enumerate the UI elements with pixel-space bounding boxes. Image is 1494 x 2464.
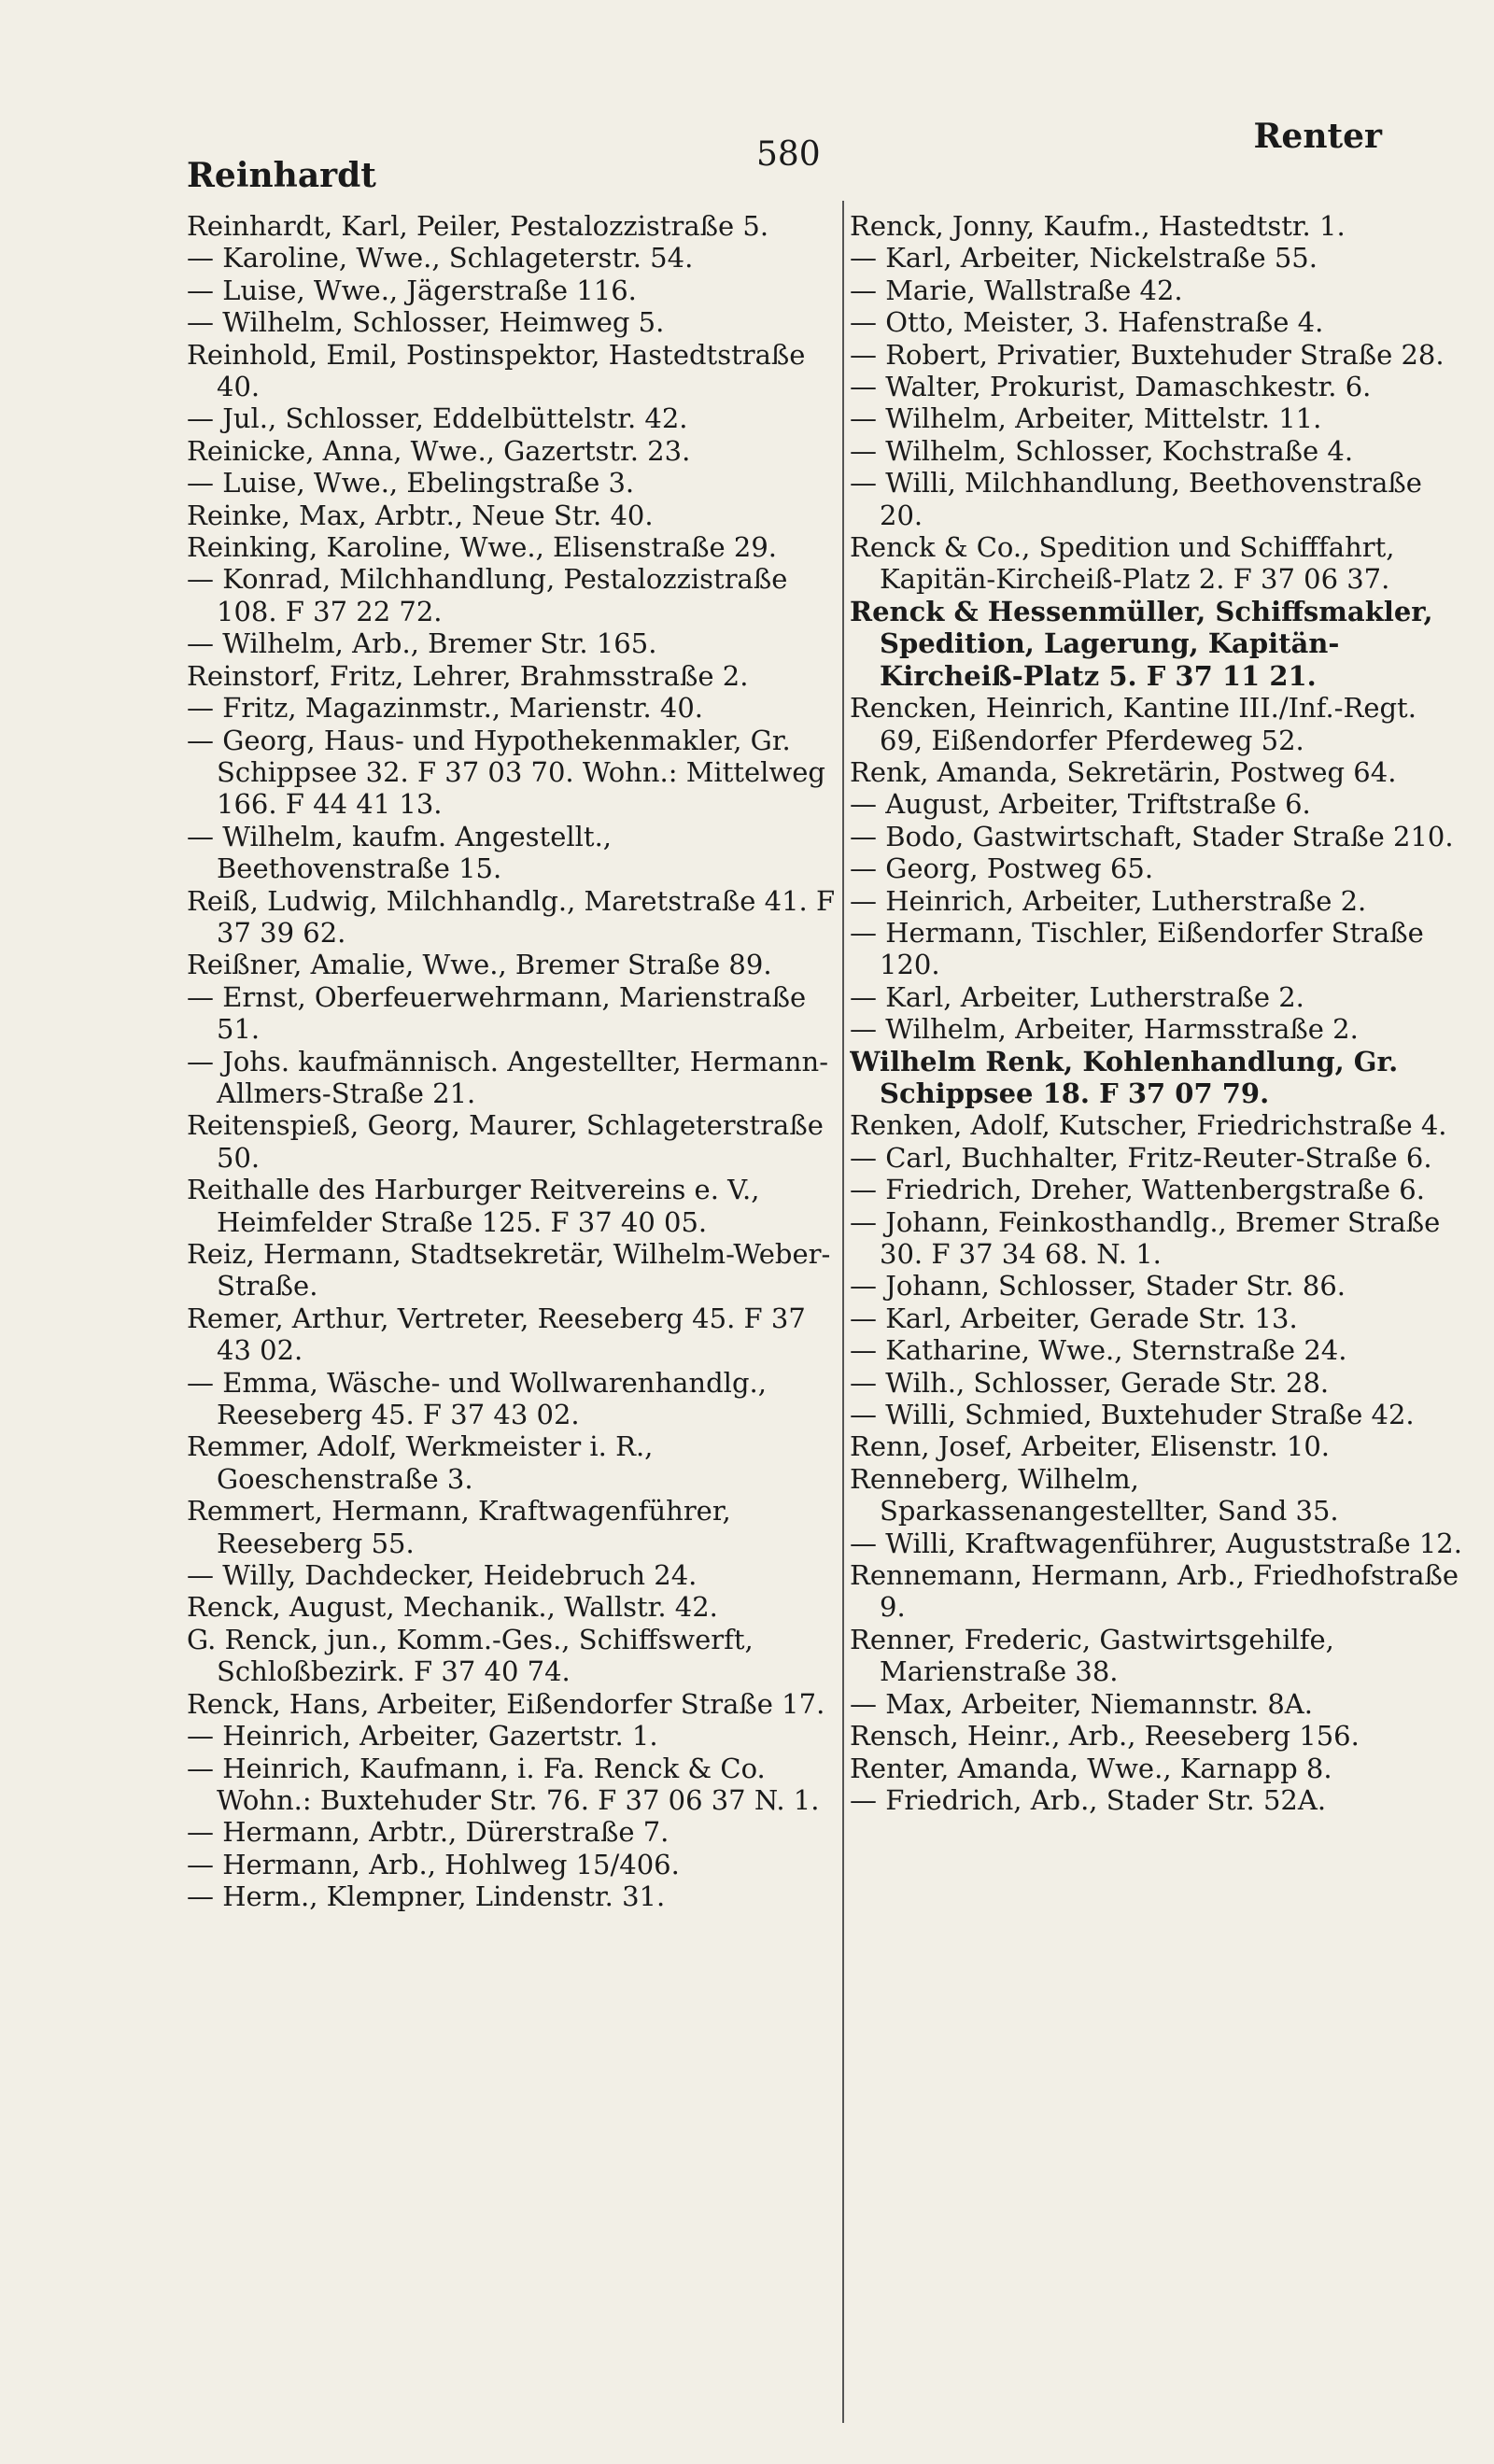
directory-entry: — Karl, Arbeiter, Gerade Str. 13. <box>850 1302 1298 1334</box>
directory-entry: — Otto, Meister, 3. Hafenstraße 4. <box>850 306 1324 339</box>
directory-entry: — Willi, Milchhandlung, Beethovenstraße 20. <box>850 467 1422 531</box>
directory-entry: G. Renck, jun., Komm.-Ges., Schiffswerft, Schloßbezirk. F 37 40 74. <box>187 1623 754 1688</box>
directory-entry: — Karl, Arbeiter, Lutherstraße 2. <box>850 980 1304 1013</box>
directory-entry: — Hermann, Tischler, Eißendorfer Straße 120. <box>850 916 1424 981</box>
directory-entry: — August, Arbeiter, Triftstraße 6. <box>850 788 1311 821</box>
directory-entry: — Herm., Klempner, Lindenstr. 31. <box>187 1880 666 1913</box>
directory-entry: Reinstorf, Fritz, Lehrer, Brahmsstraße 2. <box>187 659 749 692</box>
directory-entry: Reinhold, Emil, Postinspektor, Hastedtstraße 40. <box>187 338 806 403</box>
directory-entry: — Willy, Dachdecker, Heidebruch 24. <box>187 1559 698 1592</box>
directory-entry: — Karoline, Wwe., Schlageterstr. 54. <box>187 242 694 275</box>
directory-entry: — Ernst, Oberfeuerwehrmann, Marienstraße 51. <box>187 980 807 1046</box>
directory-entry: — Heinrich, Arbeiter, Lutherstraße 2. <box>850 884 1367 917</box>
directory-entry: — Friedrich, Arb., Stader Str. 52A. <box>850 1783 1327 1816</box>
directory-entry: Reinking, Karoline, Wwe., Elisenstraße 29. <box>187 531 778 564</box>
directory-entry: — Luise, Wwe., Jägerstraße 116. <box>187 274 637 306</box>
directory-entry: — Katharine, Wwe., Sternstraße 24. <box>850 1334 1347 1367</box>
directory-entry: — Wilhelm, kaufm. Angestellt., Beethovenstraße 15. <box>187 820 613 885</box>
directory-entry: — Jul., Schlosser, Eddelbüttelstr. 42. <box>187 402 688 435</box>
directory-entry: — Max, Arbeiter, Niemannstr. 8A. <box>850 1687 1313 1720</box>
directory-entry: — Walter, Prokurist, Damaschkestr. 6. <box>850 371 1372 403</box>
directory-entry: — Heinrich, Arbeiter, Gazertstr. 1. <box>187 1720 658 1753</box>
directory-entry: Remmert, Hermann, Kraftwagenführer, Reeseberg 55. <box>187 1495 731 1559</box>
directory-entry: Reitenspieß, Georg, Maurer, Schlageterstraße 50. <box>187 1109 824 1174</box>
directory-entry: Reiz, Hermann, Stadtsekretär, Wilhelm-Weber-Straße. <box>187 1238 831 1302</box>
directory-entry: — Carl, Buchhalter, Fritz-Reuter-Straße 6. <box>850 1141 1432 1174</box>
directory-entry: — Georg, Postweg 65. <box>850 852 1154 885</box>
directory-entry: — Heinrich, Kaufmann, i. Fa. Renck & Co. Wohn.: Buxtehuder Str. 76. F 37 06 37 N. 1. <box>187 1752 820 1816</box>
directory-entry: — Wilhelm, Arbeiter, Mittelstr. 11. <box>850 402 1322 435</box>
directory-entry: Wilhelm Renk, Kohlenhandlung, Gr. Schippsee 18. F 37 07 79. <box>850 1045 1399 1109</box>
directory-entry: — Johann, Feinkosthandlg., Bremer Straße 30. F 37 34 68. N. 1. <box>850 1205 1441 1270</box>
directory-entry: Renck & Co., Spedition und Schifffahrt, Kapitän-Kircheiß-Platz 2. F 37 06 37. <box>850 531 1395 596</box>
directory-entry: Renter, Amanda, Wwe., Karnapp 8. <box>850 1752 1332 1784</box>
directory-entry: — Marie, Wallstraße 42. <box>850 274 1183 306</box>
directory-entry: Reinhardt, Karl, Peiler, Pestalozzistraße 5. <box>187 210 769 242</box>
directory-entry: Renck & Hessenmüller, Schiffsmakler, Spedition, Lagerung, Kapitän-Kircheiß-Platz 5. F 37 11 21. <box>850 595 1433 692</box>
directory-entry: — Georg, Haus- und Hypothekenmakler, Gr. Schippsee 32. F 37 03 70. Wohn.: Mittelweg 166. F 44 41 13. <box>187 724 825 821</box>
directory-entry: Reinicke, Anna, Wwe., Gazertstr. 23. <box>187 434 691 467</box>
page-header <box>187 117 1401 201</box>
directory-entry: — Wilhelm, Arbeiter, Harmsstraße 2. <box>850 1013 1359 1046</box>
directory-entry: — Wilh., Schlosser, Gerade Str. 28. <box>850 1366 1330 1399</box>
directory-entry: Rencken, Heinrich, Kantine III./Inf.-Regt. 69, Eißendorfer Pferdeweg 52. <box>850 692 1416 756</box>
directory-entry: Renck, August, Mechanik., Wallstr. 42. <box>187 1591 718 1624</box>
directory-entry: Renck, Hans, Arbeiter, Eißendorfer Straße 17. <box>187 1687 825 1720</box>
directory-entry: Renn, Josef, Arbeiter, Elisenstr. 10. <box>850 1430 1330 1463</box>
header-last-entry: Renter <box>1253 117 1382 156</box>
directory-entry: Remmer, Adolf, Werkmeister i. R., Goeschenstraße 3. <box>187 1430 654 1495</box>
directory-entry: — Bodo, Gastwirtschaft, Stader Straße 210. <box>850 820 1454 852</box>
left-column <box>187 210 840 2432</box>
directory-entry: Reithalle des Harburger Reitvereins e. V., Heimfelder Straße 125. F 37 40 05. <box>187 1174 760 1238</box>
directory-entry: — Konrad, Milchhandlung, Pestalozzistraße 108. F 37 22 72. <box>187 563 788 627</box>
directory-entry: Renken, Adolf, Kutscher, Friedrichstraße 4. <box>850 1109 1447 1142</box>
directory-entry: Reißner, Amalie, Wwe., Bremer Straße 89. <box>187 949 772 981</box>
directory-entry: — Wilhelm, Arb., Bremer Str. 165. <box>187 627 657 660</box>
directory-entry: — Robert, Privatier, Buxtehuder Straße 28. <box>850 338 1445 371</box>
header-first-entry: Reinhardt <box>187 156 376 195</box>
directory-entry: Rennemann, Hermann, Arb., Friedhofstraße 9. <box>850 1559 1459 1624</box>
directory-entry: Rensch, Heinr., Arb., Reeseberg 156. <box>850 1720 1360 1753</box>
directory-entry: Reiß, Ludwig, Milchhandlg., Maretstraße 41. F 37 39 62. <box>187 884 836 949</box>
directory-entry: — Hermann, Arbtr., Dürerstraße 7. <box>187 1816 669 1849</box>
directory-entry: Remer, Arthur, Vertreter, Reeseberg 45. F 37 43 02. <box>187 1302 806 1367</box>
directory-entry: — Fritz, Magazinmstr., Marienstr. 40. <box>187 692 704 725</box>
directory-entry: — Friedrich, Dreher, Wattenbergstraße 6. <box>850 1174 1425 1206</box>
directory-entry: — Willi, Kraftwagenführer, Auguststraße 12. <box>850 1527 1462 1559</box>
directory-entry: — Wilhelm, Schlosser, Kochstraße 4. <box>850 434 1354 467</box>
directory-entry: — Karl, Arbeiter, Nickelstraße 55. <box>850 242 1318 275</box>
directory-entry: — Johann, Schlosser, Stader Str. 86. <box>850 1270 1346 1302</box>
directory-entry: — Wilhelm, Schlosser, Heimweg 5. <box>187 306 665 339</box>
directory-entry: — Hermann, Arb., Hohlweg 15/406. <box>187 1848 680 1880</box>
directory-entry: — Willi, Schmied, Buxtehuder Straße 42. <box>850 1399 1415 1431</box>
directory-entry: Renneberg, Wilhelm, Sparkassenangestellter, Sand 35. <box>850 1462 1339 1528</box>
directory-entry: Renck, Jonny, Kaufm., Hastedtstr. 1. <box>850 210 1346 242</box>
directory-entry: — Luise, Wwe., Ebelingstraße 3. <box>187 467 635 500</box>
directory-entry: Renk, Amanda, Sekretärin, Postweg 64. <box>850 755 1397 788</box>
directory-entry: — Johs. kaufmännisch. Angestellter, Hermann-Allmers-Straße 21. <box>187 1045 829 1109</box>
column-divider <box>842 201 844 2423</box>
right-column <box>850 210 1466 2432</box>
directory-entry: — Emma, Wäsche- und Wollwarenhandlg., Reeseberg 45. F 37 43 02. <box>187 1366 767 1431</box>
directory-entry: Renner, Frederic, Gastwirtsgehilfe, Marienstraße 38. <box>850 1623 1334 1688</box>
directory-entry: Reinke, Max, Arbtr., Neue Str. 40. <box>187 499 654 531</box>
page-number: 580 <box>756 135 821 174</box>
